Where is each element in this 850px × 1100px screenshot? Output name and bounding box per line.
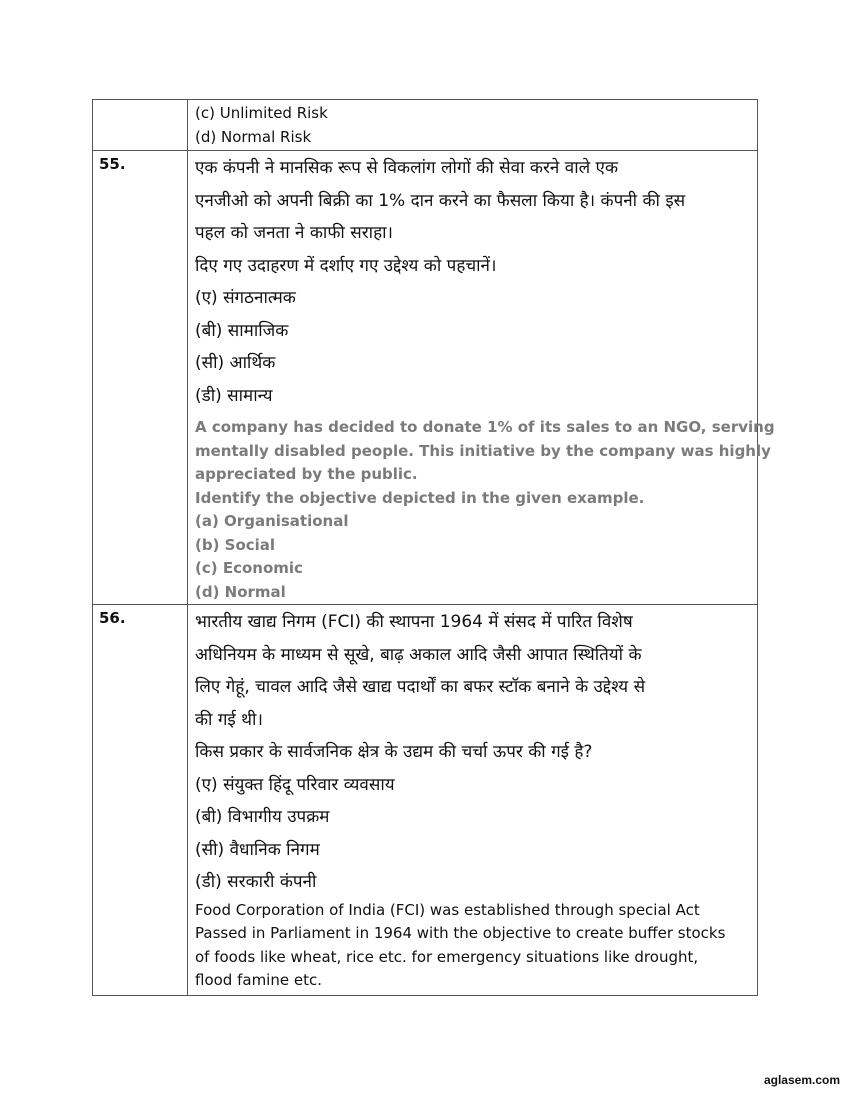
option-line: (d) Normal Risk (195, 127, 312, 146)
english-line: mentally disabled people. This initiative by the company was highly (195, 441, 771, 460)
hindi-option: (सी) आर्थिक (195, 353, 276, 373)
english-option: (b) Social (195, 535, 276, 554)
english-line: of foods like wheat, rice etc. for emergency situations like drought, (195, 947, 699, 966)
side-watermark (0, 896, 1, 1045)
option-line: (c) Unlimited Risk (195, 104, 328, 122)
question-table (92, 99, 775, 996)
hindi-line: एनजीओ को अपनी बिक्री का 1% दान करने का फैसला किया है। कंपनी की इस (195, 190, 686, 211)
hindi-line: भारतीय खाद्य निगम (FCI) की स्थापना 1964 में संसद में पारित विशेष (195, 612, 633, 632)
hindi-option: (ए) संगठनात्मक (195, 288, 296, 308)
english-line: Passed in Parliament in 1964 with the objective to create buffer stocks (195, 924, 726, 942)
english-option: (d) Normal (195, 582, 286, 601)
hindi-option: (ए) संयुक्त हिंदू परिवार व्यवसाय (195, 774, 395, 795)
english-option: (c) Economic (195, 559, 303, 577)
question-number-cell (93, 100, 188, 151)
hindi-option: (बी) विभागीय उपक्रम (195, 807, 330, 827)
english-line: appreciated by the public. (195, 465, 418, 483)
english-line: A company has decided to donate 1% of its sales to an NGO, serving (195, 418, 775, 436)
hindi-option: (बी) सामाजिक (195, 320, 289, 341)
table-row (93, 605, 758, 996)
english-line: flood famine etc. (195, 971, 322, 989)
hindi-option: (डी) सामान्य (195, 385, 273, 406)
footer-site-name: aglasem.com (763, 1073, 840, 1087)
hindi-line: लिए गेहूं, चावल आदि जैसे खाद्य पदार्थों का बफर स्टॉक बनाने के उद्देश्य से (195, 677, 646, 697)
question-body-cell (188, 100, 758, 151)
english-line: Identify the objective depicted in the given example. (195, 488, 645, 507)
question-number: 56. (93, 605, 188, 996)
question-body-cell (188, 151, 775, 605)
hindi-option: (सी) वैधानिक निगम (195, 839, 320, 860)
hindi-line: की गई थी। (195, 709, 263, 730)
english-line: Food Corporation of India (FCI) was established through special Act (195, 900, 700, 919)
hindi-line: दिए गए उदाहरण में दर्शाए गए उद्देश्य को पहचानें। (195, 255, 497, 276)
english-option: (a) Organisational (195, 512, 349, 530)
hindi-option: (डी) सरकारी कंपनी (195, 872, 317, 892)
question-body-cell (188, 605, 758, 996)
question-number: 55. (93, 151, 188, 605)
table-row (93, 100, 758, 151)
table-row (93, 151, 758, 605)
hindi-line: पहल को जनता ने काफी सराहा। (195, 223, 393, 243)
hindi-line: एक कंपनी ने मानसिक रूप से विकलांग लोगों की सेवा करने वाले एक (195, 158, 619, 178)
hindi-line: किस प्रकार के सार्वजनिक क्षेत्र के उद्यम की चर्चा ऊपर की गई है? (195, 742, 593, 762)
hindi-line: अधिनियम के माध्यम से सूखे, बाढ़ अकाल आदि जैसी आपात स्थितियों के (195, 644, 642, 665)
